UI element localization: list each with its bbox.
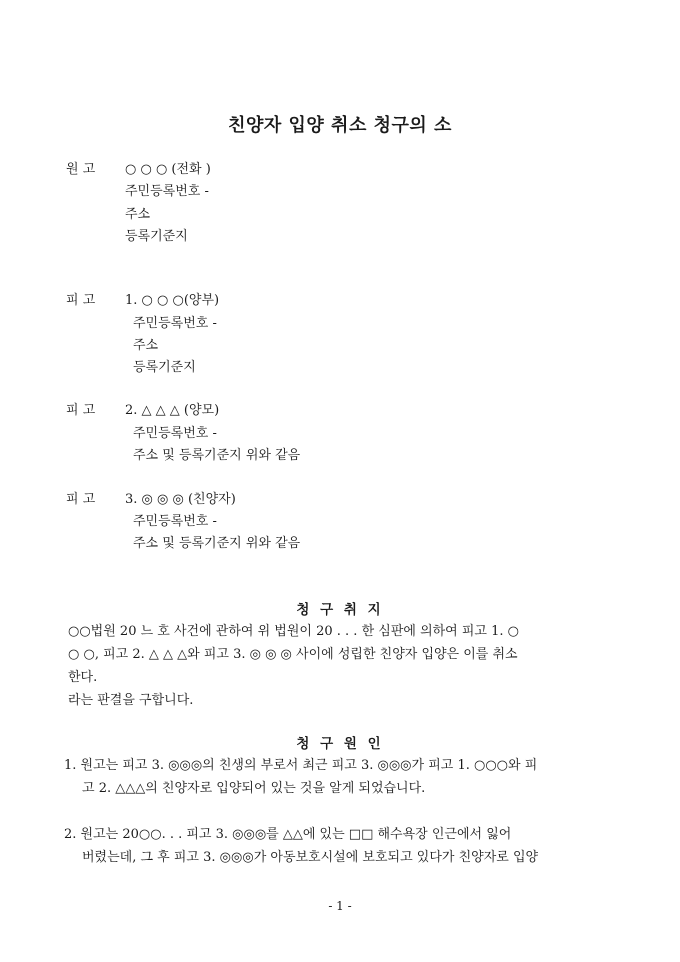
defendant3-name: 3. ◎ ◎ ◎ (친양자) <box>125 492 236 507</box>
claim-purpose-line: 한다. <box>68 670 98 685</box>
claim-cause-heading: 청 구 원 인 <box>296 736 384 752</box>
claim-purpose-line: ○○법원 20 느 호 사건에 관하여 위 법원이 20 . . . 한 심판에 의하여 피고 1. ○ <box>68 624 519 639</box>
claim-cause-item2-line: 버렸는데, 그 후 피고 3. ◎◎◎가 아동보호시설에 보호되고 있다가 친양자로 입양 <box>82 850 539 865</box>
plaintiff-registry: 등록기준지 <box>125 229 188 244</box>
defendant1-address: 주소 <box>133 338 159 353</box>
claim-cause-item1-line: 고 2. △△△의 친양자로 입양되어 있는 것을 알게 되었습니다. <box>82 781 426 796</box>
defendant2-rrn: 주민등록번호 - <box>133 426 217 441</box>
claim-purpose-line: ○ ○, 피고 2. △ △ △와 피고 3. ◎ ◎ ◎ 사이에 성립한 친양자 입양은 이를 취소 <box>68 647 518 662</box>
defendant3-label: 피 고 <box>66 492 96 507</box>
plaintiff-rrn: 주민등록번호 - <box>125 184 209 199</box>
defendant1-rrn: 주민등록번호 - <box>133 316 217 331</box>
defendant3-rrn: 주민등록번호 - <box>133 514 217 529</box>
page-number: - 1 - <box>328 899 352 913</box>
defendant2-address: 주소 및 등록기준지 위와 같음 <box>133 448 301 463</box>
defendant3-address: 주소 및 등록기준지 위와 같음 <box>133 536 301 551</box>
claim-cause-item2-line: 2. 원고는 20○○. . . 피고 3. ◎◎◎를 △△에 있는 □□ 해수욕장 인근에서 잃어 <box>64 827 512 842</box>
claim-purpose-heading: 청 구 취 지 <box>296 602 384 618</box>
defendant1-registry: 등록기준지 <box>133 360 196 375</box>
document-title: 친양자 입양 취소 청구의 소 <box>228 115 452 136</box>
plaintiff-name: ○ ○ ○ (전화 ) <box>125 162 211 177</box>
plaintiff-address: 주소 <box>125 207 151 222</box>
claim-cause-item1-line: 1. 원고는 피고 3. ◎◎◎의 친생의 부로서 최근 피고 3. ◎◎◎가 피고 1. ○○○와 피 <box>64 758 538 773</box>
defendant1-label: 피 고 <box>66 293 96 308</box>
plaintiff-label: 원 고 <box>66 162 96 177</box>
claim-purpose-line: 라는 판결을 구합니다. <box>68 693 194 708</box>
defendant1-name: 1. ○ ○ ○(양부) <box>125 293 220 308</box>
defendant2-name: 2. △ △ △ (양모) <box>125 403 220 418</box>
defendant2-label: 피 고 <box>66 403 96 418</box>
